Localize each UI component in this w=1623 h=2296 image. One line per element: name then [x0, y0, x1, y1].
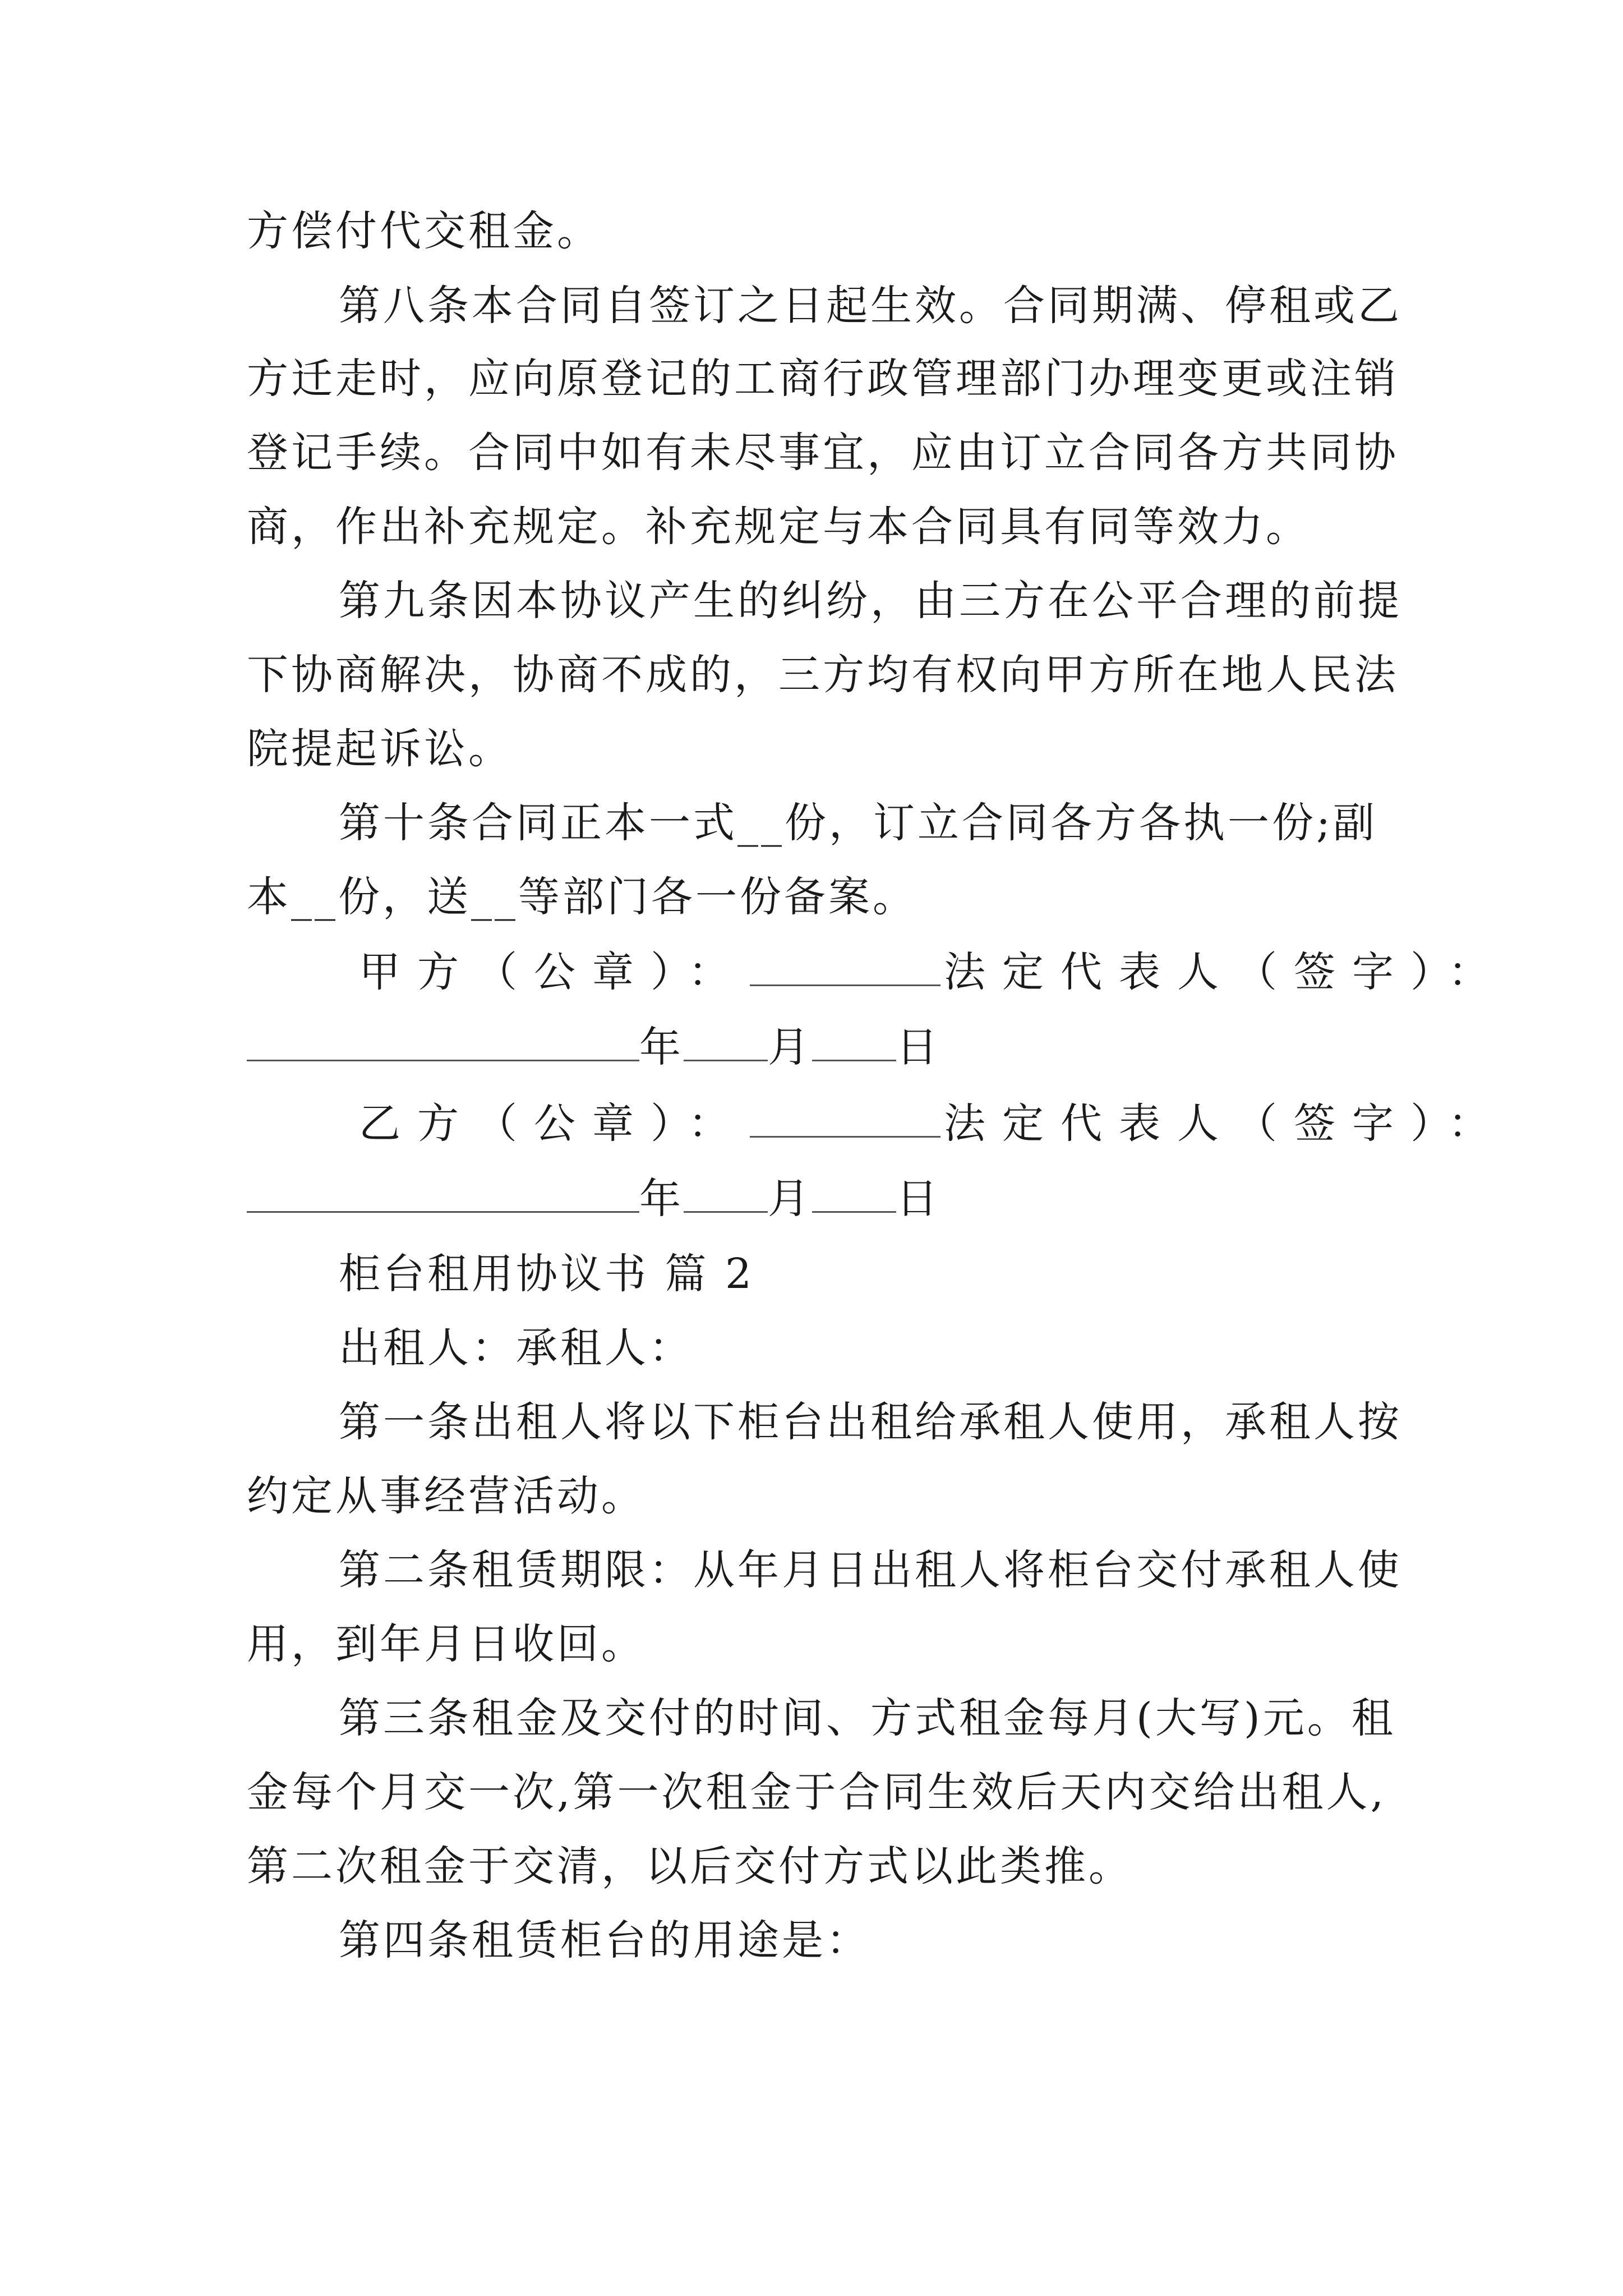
- year-label: 年: [639, 1175, 684, 1223]
- paragraph-line: 金每个月交一次,第一次租金于合同生效后天内交给出租人,: [247, 1768, 1387, 1816]
- signature-line-party-b: [359, 1096, 1506, 1152]
- paragraph-line: 商，作出补充规定。补充规定与本合同具有同等效力。: [247, 503, 1310, 551]
- month-label: 月: [768, 1175, 812, 1223]
- paragraph-line: 本__份，送__等部门各一份备案。: [247, 873, 917, 921]
- day-blank: [812, 1020, 896, 1061]
- month-blank: [684, 1020, 768, 1061]
- party-a-seal-blank: [750, 945, 940, 986]
- paragraph-line: 第三条租金及交付的时间、方式租金每月(大写)元。租: [339, 1694, 1396, 1742]
- day-label: 日: [896, 1023, 940, 1071]
- paragraph-line: 第二条租赁期限：从年月日出租人将柜台交付承租人使: [339, 1546, 1402, 1594]
- paragraph-line: 下协商解决，协商不成的，三方均有权向甲方所在地人民法: [247, 651, 1399, 699]
- paragraph-line: 方迁走时，应向原登记的工商行政管理部门办理变更或注销: [247, 355, 1399, 403]
- party-b-seal-blank: [750, 1097, 940, 1138]
- paragraph-line: 第十条合同正本一式__份，订立合同各方各执一份;副: [339, 799, 1377, 847]
- paragraph-line: 第二次租金于交清，以后交付方式以此类推。: [247, 1842, 1133, 1890]
- month-blank: [684, 1172, 768, 1213]
- paragraph-line: 方偿付代交租金。: [247, 207, 601, 255]
- signature-line-party-a: [359, 944, 1506, 1000]
- date-line-party-a: [247, 1019, 1391, 1075]
- paragraph-line: 登记手续。合同中如有未尽事宜，应由订立合同各方共同协: [247, 429, 1399, 477]
- rep-signature-blank: [247, 1020, 639, 1061]
- party-a-label: 甲方（公章）：: [359, 948, 746, 996]
- date-line-party-b: [247, 1171, 1391, 1227]
- paragraph-line: 第九条因本协议产生的纠纷，由三方在公平合理的前提: [339, 577, 1402, 625]
- paragraph-line: 约定从事经营活动。: [247, 1472, 645, 1520]
- year-label: 年: [639, 1023, 684, 1071]
- paragraph-line: 用，到年月日收回。: [247, 1620, 645, 1668]
- paragraph-line: 出租人：承租人：: [339, 1324, 693, 1372]
- paragraph-line: 第一条出租人将以下柜台出租给承租人使用，承租人按: [339, 1398, 1402, 1446]
- party-b-label: 乙方（公章）：: [359, 1099, 746, 1148]
- paragraph-line: 院提起诉讼。: [247, 725, 513, 773]
- party-a-rep-label: 法定代表人（签字）：: [944, 948, 1506, 996]
- party-b-rep-label: 法定代表人（签字）：: [944, 1099, 1506, 1148]
- day-label: 日: [896, 1175, 940, 1223]
- day-blank: [812, 1172, 896, 1213]
- paragraph-line: 第八条本合同自签订之日起生效。合同期满、停租或乙: [339, 282, 1402, 330]
- rep-signature-blank: [247, 1172, 639, 1213]
- section-title: 柜台租用协议书 篇 2: [339, 1250, 755, 1298]
- month-label: 月: [768, 1023, 812, 1071]
- paragraph-line: 第四条租赁柜台的用途是：: [339, 1916, 870, 1964]
